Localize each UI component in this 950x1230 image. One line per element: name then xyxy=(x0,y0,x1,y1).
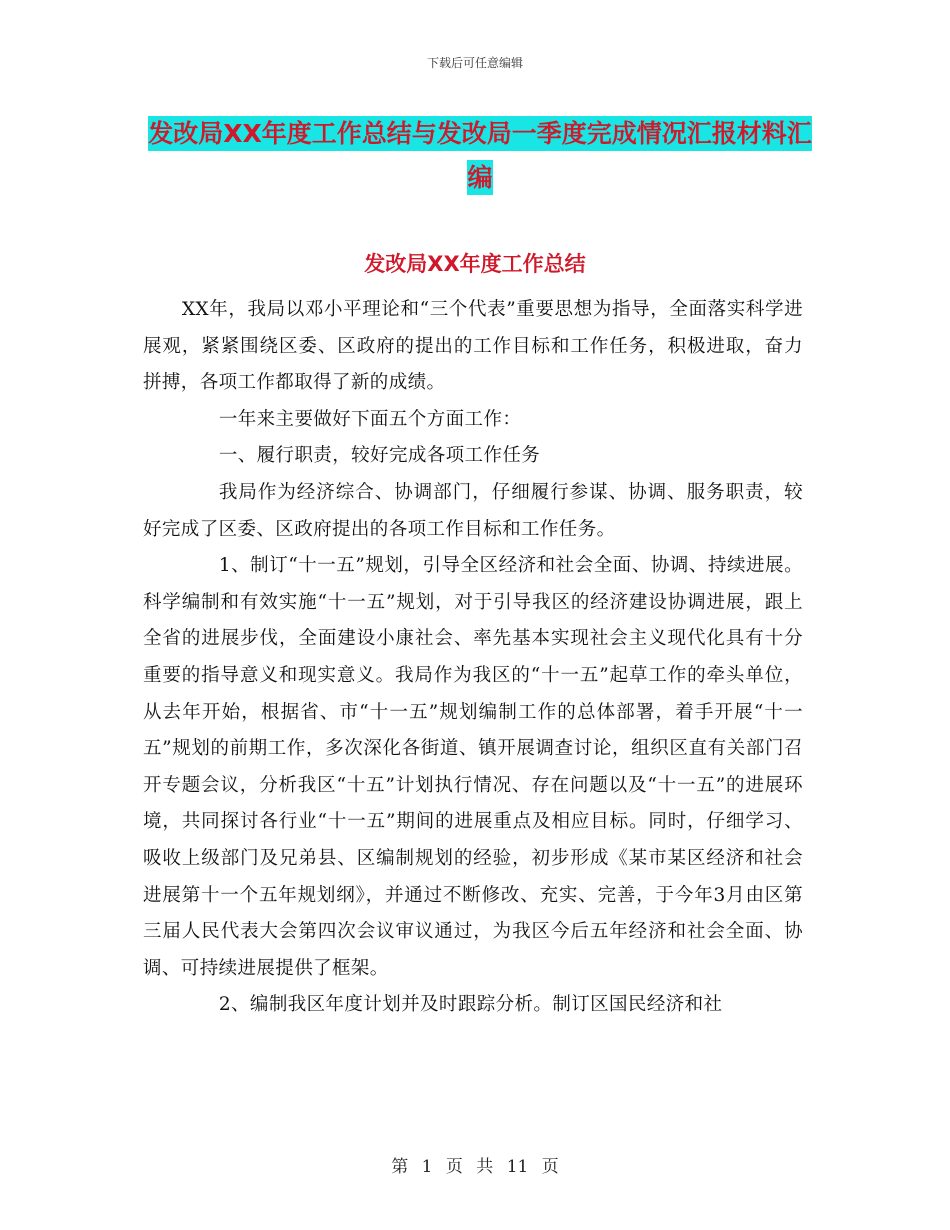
section-title: 发改局XX年度工作总结 xyxy=(364,252,586,276)
page-number: 第 1 页 共 11 页 xyxy=(391,1157,559,1177)
paragraph-duties: 我局作为经济综合、协调部门，仔细履行参谋、协调、服务职责，较好完成了区委、区政府提出的各项工作目标和工作任务。 xyxy=(143,481,803,540)
paragraph-heading-one: 一、履行职责，较好完成各项工作任务 xyxy=(218,445,541,467)
paragraph-overview: 一年来主要做好下面五个方面工作： xyxy=(218,408,522,430)
paragraph-intro: XX年，我局以邓小平理论和“三个代表”重要思想为指导，全面落实科学进展观，紧紧围绕区委、区政府的提出的工作目标和工作任务，积极进取，奋力拼搏，各项工作都取得了新的成绩。 xyxy=(143,299,803,394)
header-note: 下载后可任意编辑 xyxy=(426,56,523,70)
main-title-text: 发改局XX年度工作总结与发改局一季度完成情况汇报材料汇编 xyxy=(148,116,812,195)
paragraph-item-1: 1、制订“十一五”规划，引导全区经济和社会全面、协调、持续进展。科学编制和有效实施“十一五”规划，对于引导我区的经济建设协调进展，跟上全省的进展步伐，全面建设小康社会、率先基本实现社会主义现代化具有十分重要的指导意义和现实意义。我局作为我区的“十一五”起草工作的牵头单位，从去年开始，根据省、市“十一五”规划编制工作的总体部署，着手开展“十一五”规划的前期工作，多次深化各街道、镇开展调查讨论，组织区直有关部门召开专题会议，分析我区“十五”计划执行情况、存在问题以及“十一五”的进展环境，共同探讨各行业“十一五”期间的进展重点及相应目标。同时，仔细学习、吸收上级部门及兄弟县、区编制规划的经验，初步形成《某市某区经济和社会进展第十一个五年规划纲》，并通过不断修改、充实、完善，于今年3月由区第三届人民代表大会第四次会议审议通过，为我区今后五年经济和社会全面、协调、可持续进展提供了框架。 xyxy=(143,555,803,979)
body-text xyxy=(143,292,803,1024)
paragraph-item-2: 2、编制我区年度计划并及时跟踪分析。制订区国民经济和社 xyxy=(218,994,723,1016)
main-title xyxy=(140,112,820,200)
